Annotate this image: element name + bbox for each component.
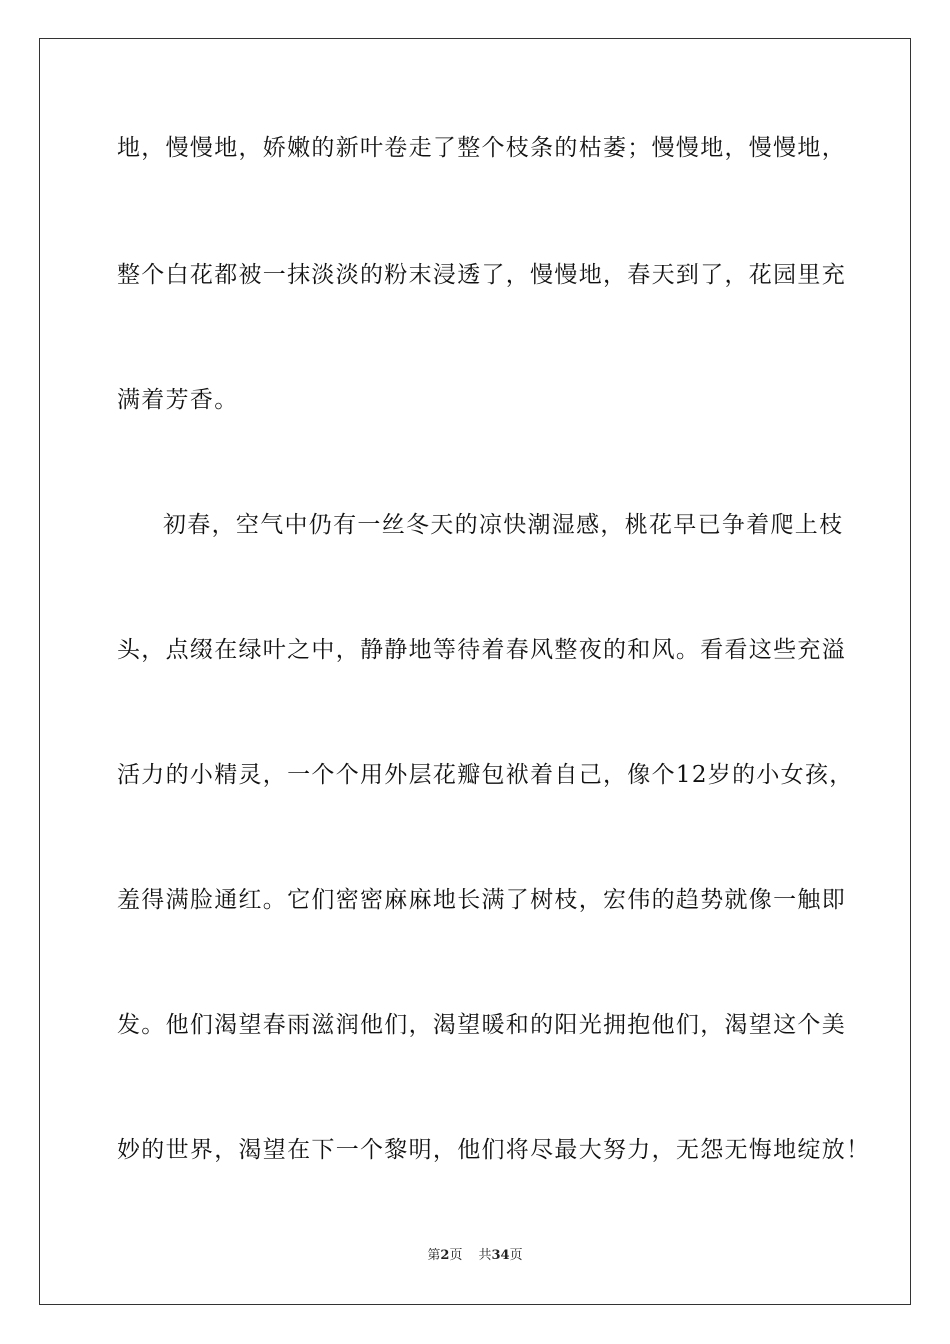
page-footer — [0, 1247, 950, 1265]
body-text-line-6: 活力的小精灵，一个个用外层花瓣包袱着自己，像个12岁的小女孩， — [117, 762, 854, 788]
body-text-line-1: 地，慢慢地，娇嫩的新叶卷走了整个枝条的枯萎；慢慢地，慢慢地， — [117, 135, 846, 161]
total-label-suffix: 页 — [509, 1248, 523, 1263]
body-text-line-5: 头，点缀在绿叶之中，静静地等待着春风整夜的和风。看看这些充溢 — [117, 637, 846, 663]
body-text-line-2: 整个白花都被一抹淡淡的粉末浸透了，慢慢地，春天到了，花园里充 — [117, 262, 846, 288]
page-label-prefix: 第 — [427, 1248, 441, 1263]
body-text-line-3: 满着芳香。 — [117, 387, 239, 413]
page-border — [39, 38, 911, 1305]
current-page-number: 2 — [440, 1248, 450, 1263]
paragraph-2-first-line: 初春，空气中仍有一丝冬天的凉快潮湿感，桃花早已争着爬上枝 — [163, 512, 844, 538]
body-text-line-7: 羞得满脸通红。它们密密麻麻地长满了树枝，宏伟的趋势就像一触即 — [117, 887, 846, 913]
total-label-prefix: 共 — [478, 1248, 492, 1263]
body-text-line-8: 发。他们渴望春雨滋润他们，渴望暖和的阳光拥抱他们，渴望这个美 — [117, 1012, 846, 1038]
total-page-count: 34 — [491, 1248, 510, 1263]
body-text-line-9: 妙的世界，渴望在下一个黎明，他们将尽最大努力，无怨无悔地绽放！ — [117, 1137, 871, 1163]
page-label-suffix: 页 — [449, 1248, 463, 1263]
